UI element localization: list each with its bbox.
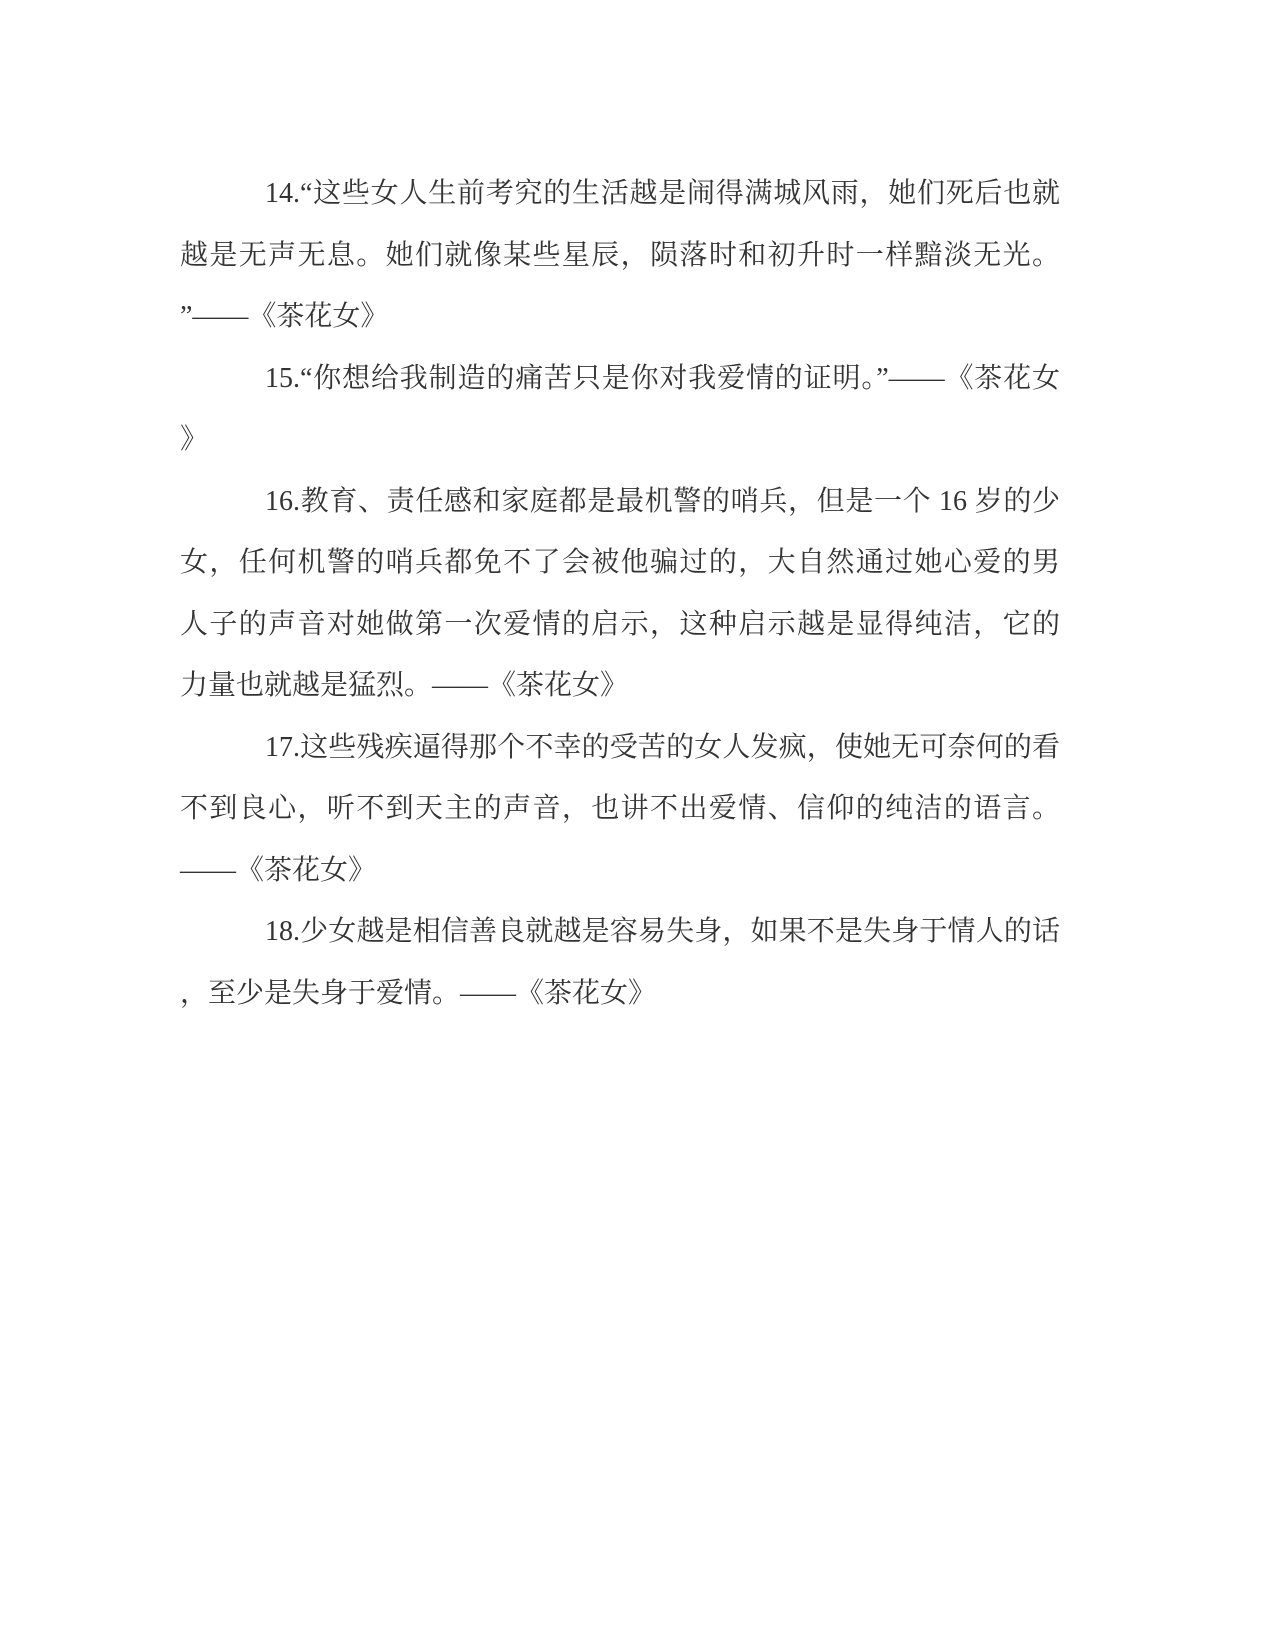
paragraph-17	[180, 717, 1060, 902]
text-line: 15.“你想给我制造的痛苦只是你对我爱情的证明。”——《茶花女	[265, 362, 1060, 394]
paragraph-14	[180, 163, 1060, 348]
paragraph-16	[180, 471, 1060, 717]
text-line: 14.“这些女人生前考究的生活越是闹得满城风雨，她们死后也就	[265, 178, 1060, 209]
text-line: ——《茶花女》	[180, 854, 377, 886]
paragraph-18	[180, 901, 1060, 1024]
paragraph-15	[180, 348, 1060, 471]
text-line: ”——《茶花女》	[180, 301, 389, 332]
text-line: 人子的声音对她做第一次爱情的启示，这种启示越是显得纯洁，它的	[180, 608, 1060, 640]
text-line: 18.少女越是相信善良就越是容易失身，如果不是失身于情人的话	[265, 916, 1060, 947]
text-line: 16.教育、责任感和家庭都是最机警的哨兵，但是一个 16 岁的少	[265, 485, 1060, 517]
document-body	[180, 163, 1060, 1024]
text-line: 》	[180, 424, 209, 455]
text-line: ，至少是失身于爱情。——《茶花女》	[180, 977, 657, 1009]
text-line: 女，任何机警的哨兵都免不了会被他骗过的，大自然通过她心爱的男	[180, 547, 1060, 578]
text-line: 17.这些残疾逼得那个不幸的受苦的女人发疯，使她无可奈何的看	[265, 731, 1060, 763]
text-line: 不到良心，听不到天主的声音，也讲不出爱情、信仰的纯洁的语言。	[180, 793, 1060, 824]
text-line: 越是无声无息。她们就像某些星辰，陨落时和初升时一样黯淡无光。	[180, 239, 1060, 271]
text-line: 力量也就越是猛烈。——《茶花女》	[180, 670, 629, 701]
